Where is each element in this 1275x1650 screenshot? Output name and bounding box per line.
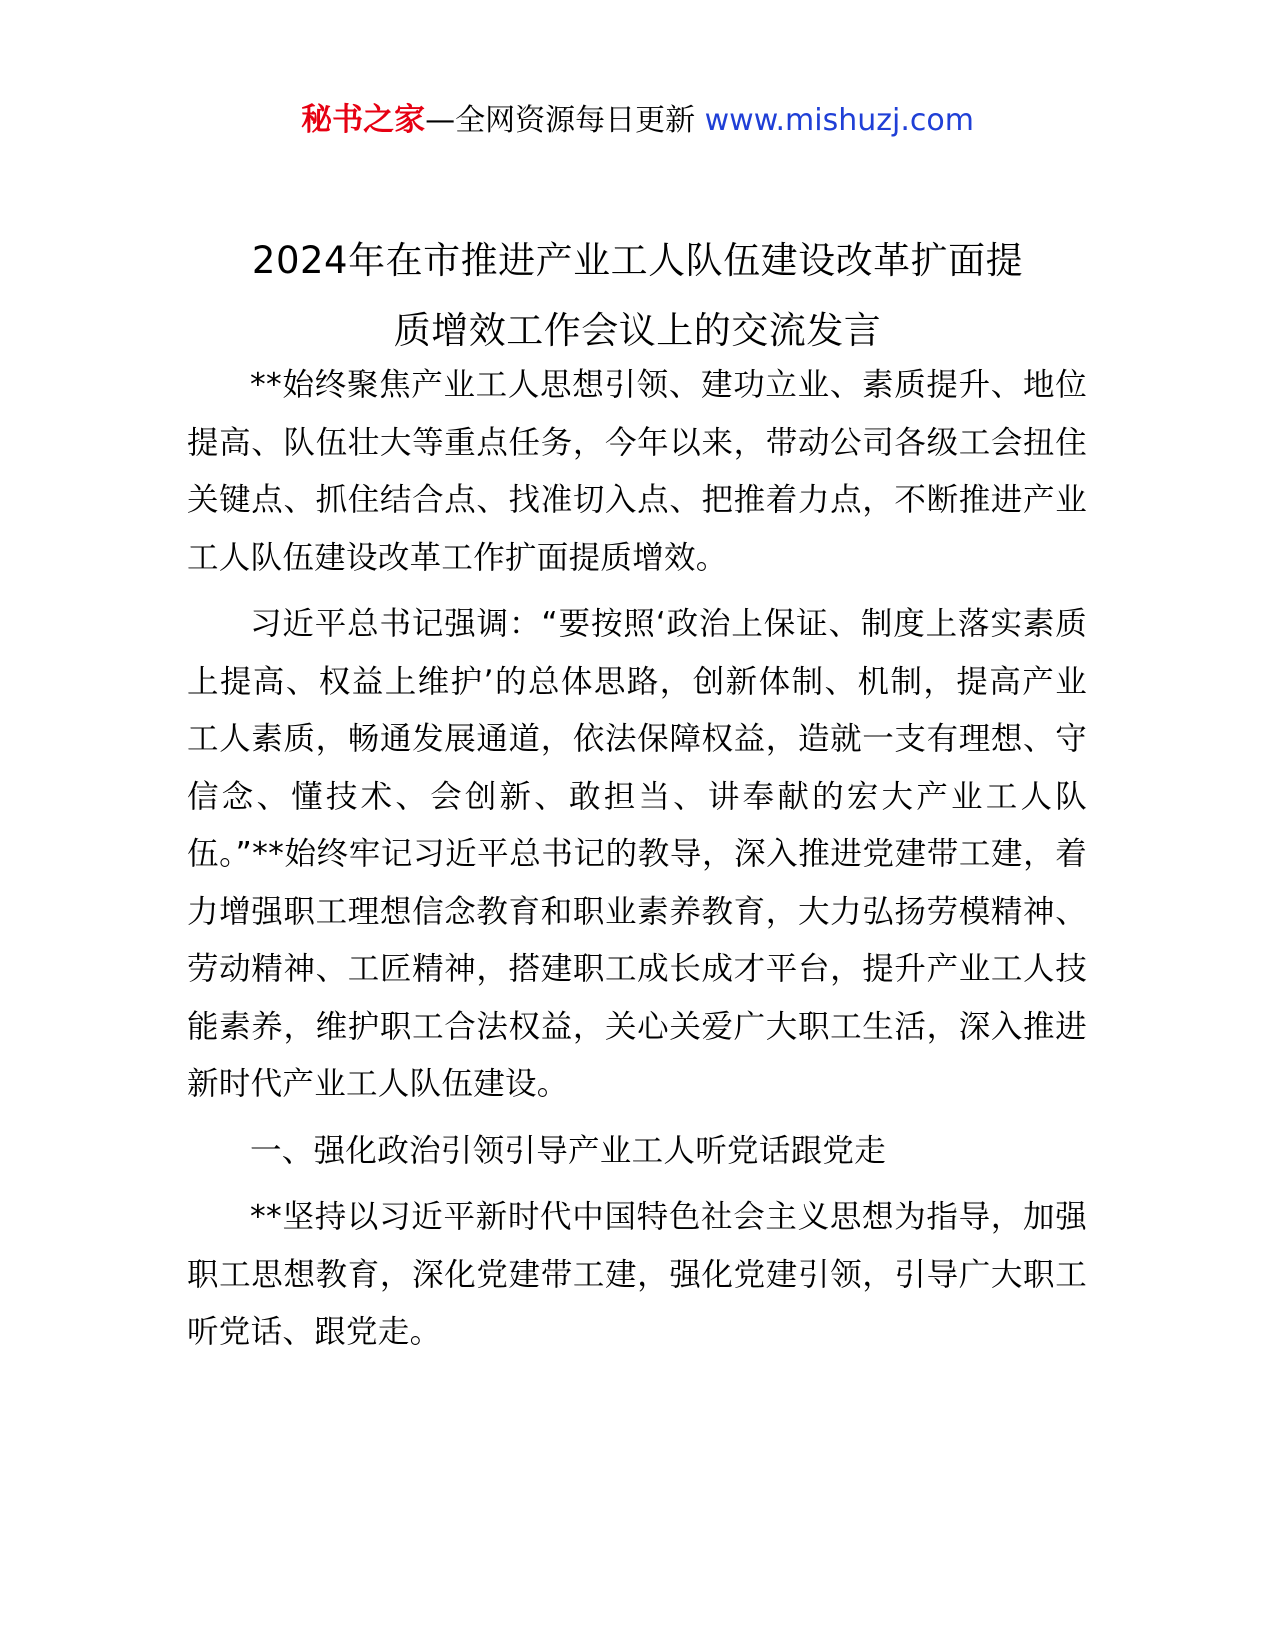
- page-header: [0, 98, 1275, 143]
- brand-name: 秘书之家: [301, 102, 426, 138]
- document-title: [180, 226, 1095, 366]
- header-url-link[interactable]: www.mishuzj.com: [704, 103, 974, 138]
- title-line-2: 质增效工作会议上的交流发言: [393, 309, 882, 352]
- title-line-1: 2024年在市推进产业工人队伍建设改革扩面提: [251, 239, 1024, 282]
- header-tagline: —全网资源每日更新: [425, 103, 705, 138]
- paragraph-section-1: **坚持以习近平新时代中国特色社会主义思想为指导，加强职工思想教育，深化党建带工建，强化党建引领，引导广大职工听党话、跟党走。: [187, 1199, 1087, 1350]
- paragraph-quote: 习近平总书记强调：“要按照‘政治上保证、制度上落实素质上提高、权益上维护’的总体思路，创新体制、机制，提高产业工人素质，畅通发展通道，依法保障权益，造就一支有理想、守信念、懂技术、会创新、敢担当、讲奉献的宏大产业工人队伍。”**始终牢记习近平总书记的教导，深入推进党建带工建，着力增强职工理想信念教育和职业素养教育，大力弘扬劳模精神、劳动精神、工匠精神，搭建职工成长成才平台，提升产业工人技能素养，维护职工合法权益，关心关爱广大职工生活，深入推进新时代产业工人队伍建设。: [187, 606, 1087, 1102]
- paragraph-intro: **始终聚焦产业工人思想引领、建功立业、素质提升、地位提高、队伍壮大等重点任务，今年以来，带动公司各级工会扭住关键点、抓住结合点、找准切入点、把推着力点，不断推进产业工人队伍建设改革工作扩面提质增效。: [187, 367, 1087, 576]
- section-heading-1: 一、强化政治引领引导产业工人听党话跟党走: [250, 1132, 887, 1169]
- document-body: [187, 357, 1087, 1371]
